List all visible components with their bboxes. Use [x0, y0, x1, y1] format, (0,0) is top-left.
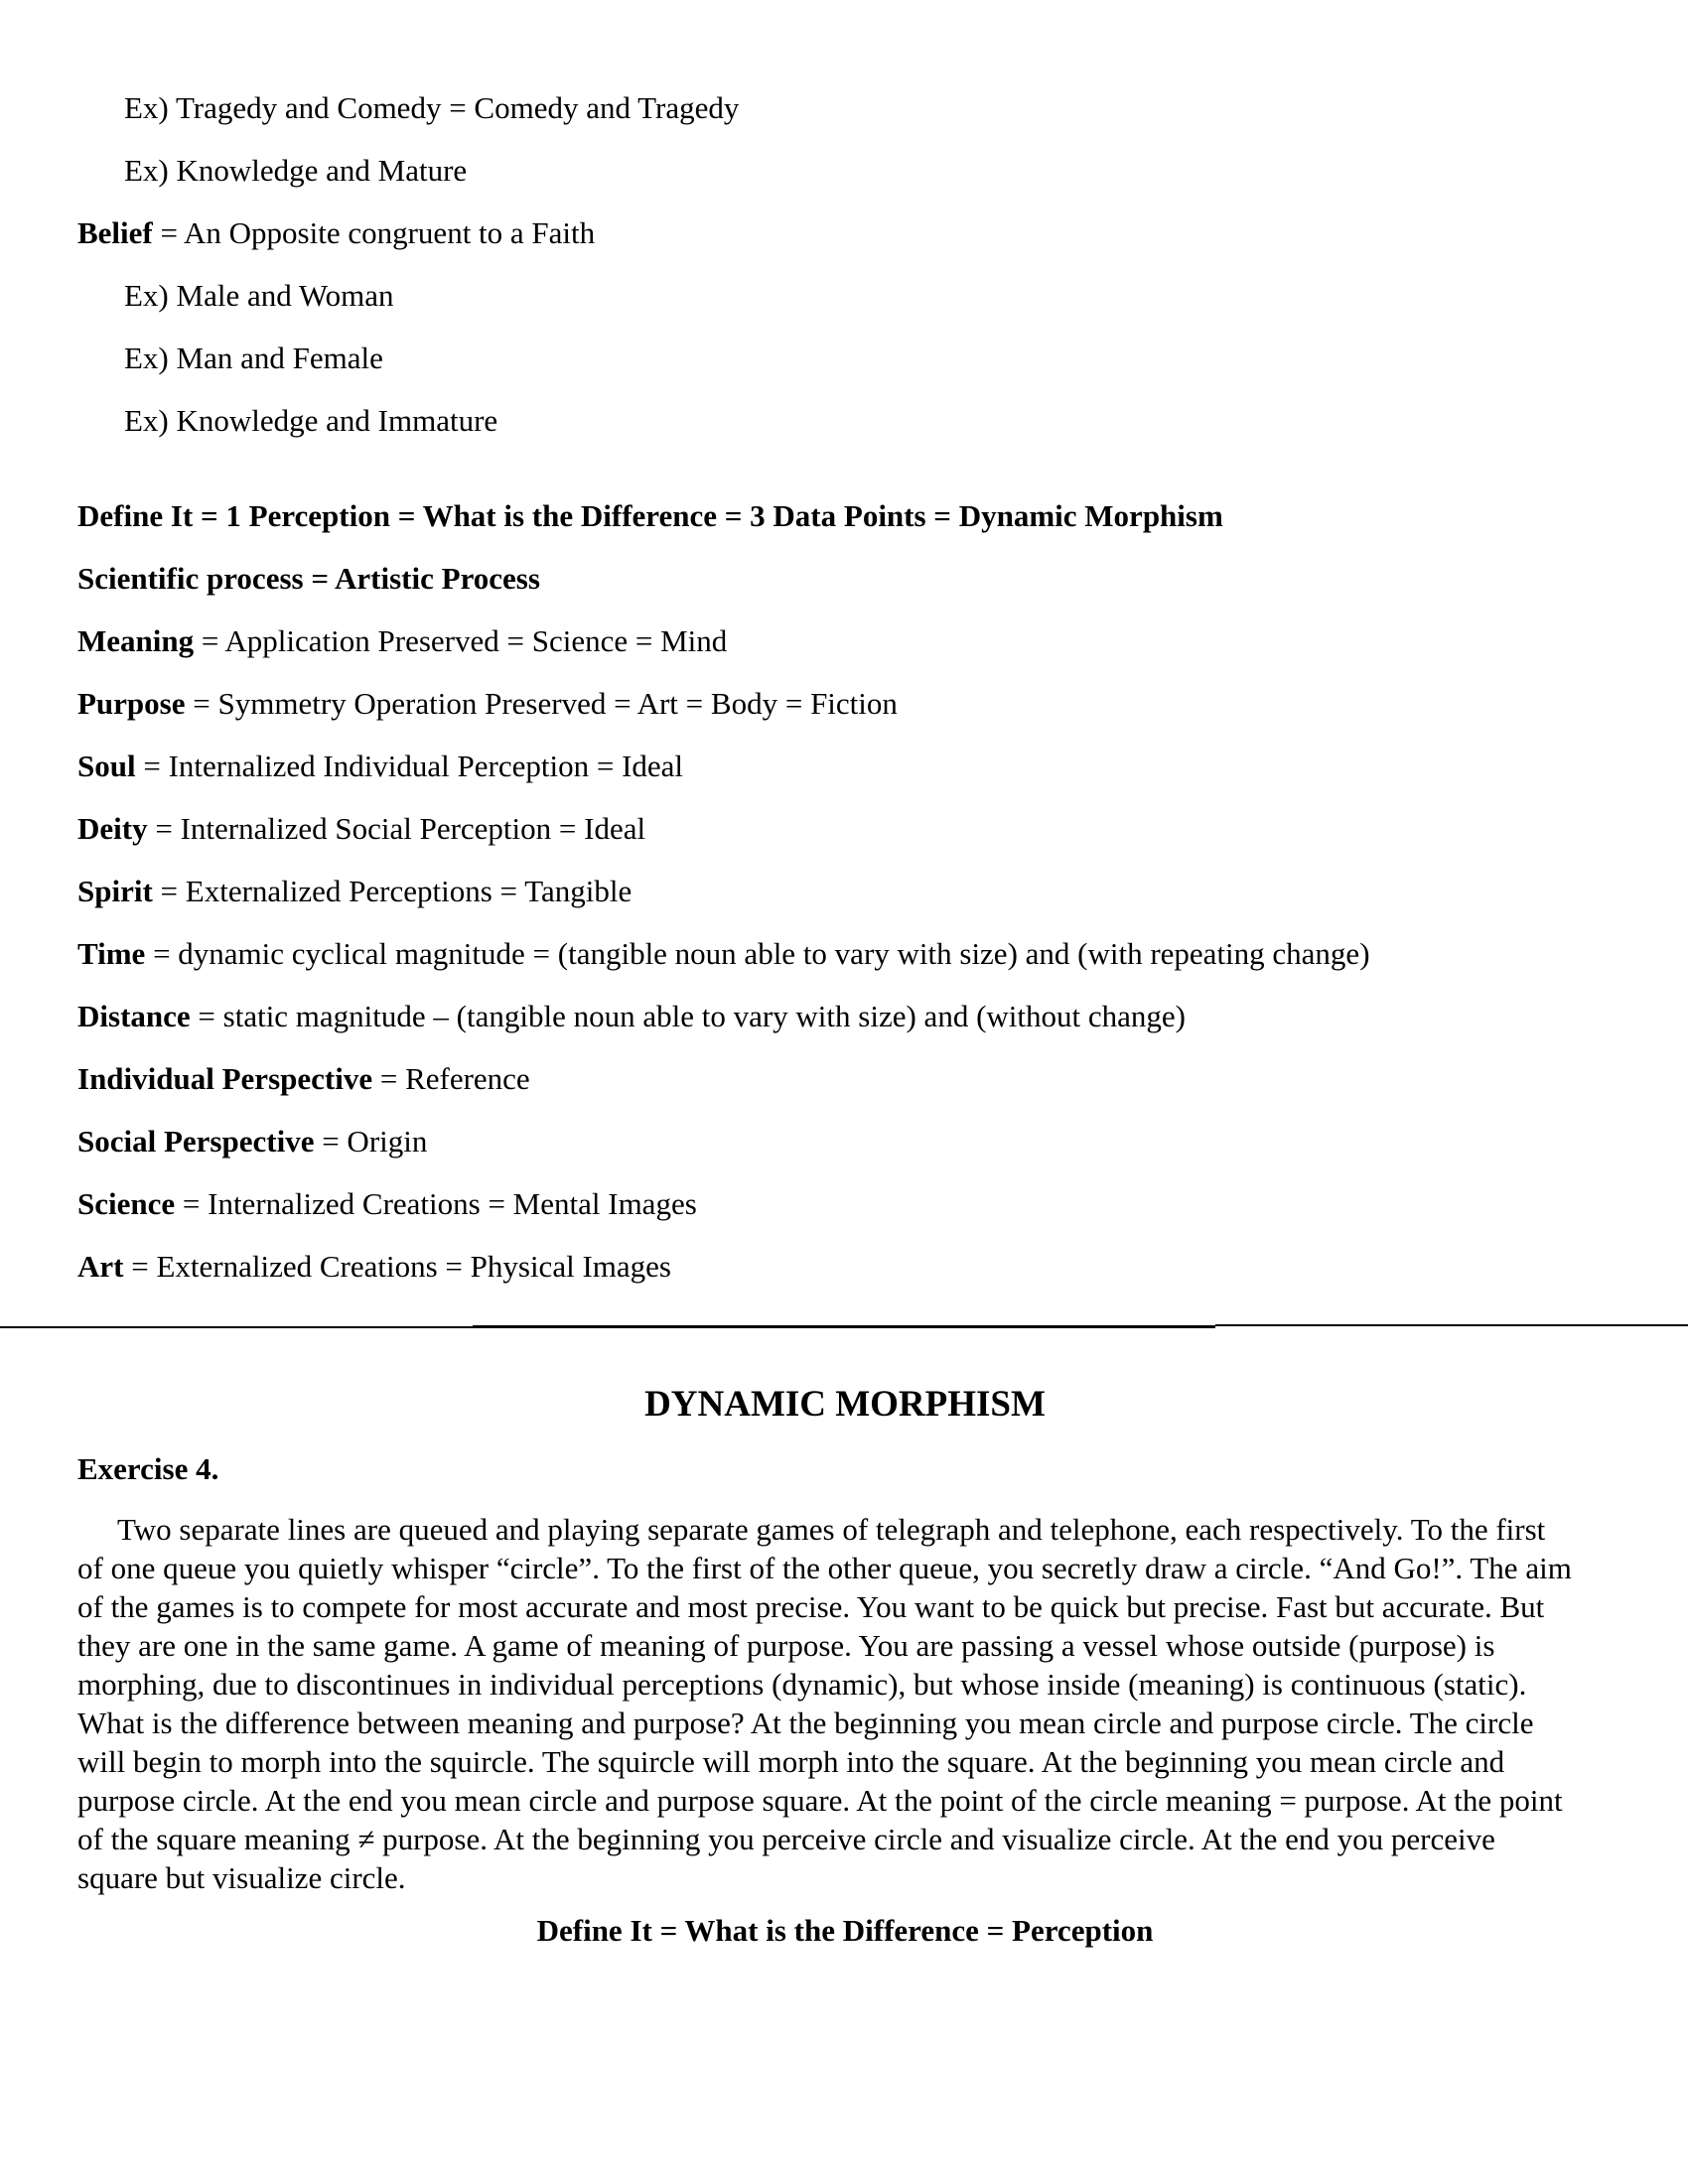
headline-equation-line: Define It = 1 Perception = What is the Difference = 3 Data Points = Dynamic Morphism	[77, 498, 1223, 533]
definition-line	[77, 1123, 1577, 1160]
definition-text: = Symmetry Operation Preserved = Art = Body = Fiction	[185, 686, 898, 721]
example-line: Ex) Knowledge and Mature	[124, 153, 468, 188]
definitions-list	[77, 622, 1577, 1286]
section-title: DYNAMIC MORPHISM	[644, 1384, 1046, 1425]
example-line: Ex) Knowledge and Immature	[124, 403, 498, 438]
example-line: Ex) Tragedy and Comedy = Comedy and Tragedy	[124, 90, 740, 125]
divider-segment	[0, 1326, 473, 1328]
definition-line	[77, 748, 1577, 785]
definition-line	[77, 622, 1577, 660]
definition-text: = Internalized Individual Perception = Ideal	[135, 749, 684, 783]
definition-line	[77, 1185, 1577, 1223]
term-bold: Social Perspective	[77, 1124, 315, 1159]
term-bold: Individual Perspective	[77, 1061, 373, 1096]
definition-text: = Internalized Social Perception = Ideal	[147, 811, 646, 846]
term-bold: Meaning	[77, 623, 195, 658]
definition-line	[77, 685, 1577, 723]
term-bold: Belief	[77, 215, 153, 250]
definition-text: = Origin	[314, 1124, 428, 1159]
term-bold: Deity	[77, 811, 148, 846]
term-bold: Spirit	[77, 874, 153, 908]
definition-text: = dynamic cyclical magnitude = (tangible noun able to vary with size) and (with repeating change)	[145, 936, 1370, 971]
definition-text: = Internalized Creations = Mental Images	[175, 1186, 697, 1221]
divider-segment	[1215, 1324, 1688, 1326]
term-bold: Science	[77, 1186, 176, 1221]
definition-text: = static magnitude – (tangible noun able to vary with size) and (without change)	[190, 999, 1186, 1033]
term-bold: Distance	[77, 999, 191, 1033]
closing-equation-line: Define It = What is the Difference = Perception	[536, 1913, 1154, 1948]
definition-text: = Externalized Perceptions = Tangible	[152, 874, 633, 908]
definition-line	[77, 1248, 1577, 1286]
term-bold: Time	[77, 936, 146, 971]
term-bold: Art	[77, 1249, 124, 1284]
definition-line	[77, 998, 1577, 1035]
definition-line	[77, 873, 1577, 910]
exercise-paragraph: Two separate lines are queued and playing separate games of telegraph and telephone, each respectively. To the first of one queue you quietly whisper “circle”. To the first of the other queue, you secretly draw a circle. “And Go!”. The aim of the games is to compete for most accurate and most precise. You want to be quick but precise. Fast but accurate. But they are one in the same game. A game of meaning of purpose. You are passing a vessel whose outside (purpose) is morphing, due to discontinues in individual perceptions (dynamic), but whose inside (meaning) is continuous (static). What is the difference between meaning and purpose? At the beginning you mean circle and purpose circle. The circle will begin to morph into the squircle. The squircle will morph into the square. At the beginning you mean circle and purpose circle. At the end you mean circle and purpose square. At the point of the circle meaning = purpose. At the point of the square meaning ≠ purpose. At the beginning you perceive circle and visualize circle. At the end you perceive square but visualize circle.	[77, 1512, 1572, 1895]
term-bold: Purpose	[77, 686, 186, 721]
definition-text: = An Opposite congruent to a Faith	[152, 215, 596, 250]
exercise-heading: Exercise 4.	[77, 1451, 219, 1486]
definition-line	[77, 810, 1577, 848]
example-line: Ex) Man and Female	[124, 341, 383, 375]
belief-definition-line	[77, 214, 1577, 252]
headline-equation-line: Scientific process = Artistic Process	[77, 561, 540, 596]
divider-segment	[473, 1325, 1215, 1328]
example-line: Ex) Male and Woman	[124, 278, 394, 313]
term-bold: Soul	[77, 749, 136, 783]
definition-line	[77, 935, 1577, 973]
definition-line	[77, 1060, 1577, 1098]
definition-text: = Reference	[372, 1061, 530, 1096]
definition-text: = Externalized Creations = Physical Images	[123, 1249, 671, 1284]
section-divider-line	[0, 1324, 1688, 1328]
definition-text: = Application Preserved = Science = Mind	[194, 623, 728, 658]
